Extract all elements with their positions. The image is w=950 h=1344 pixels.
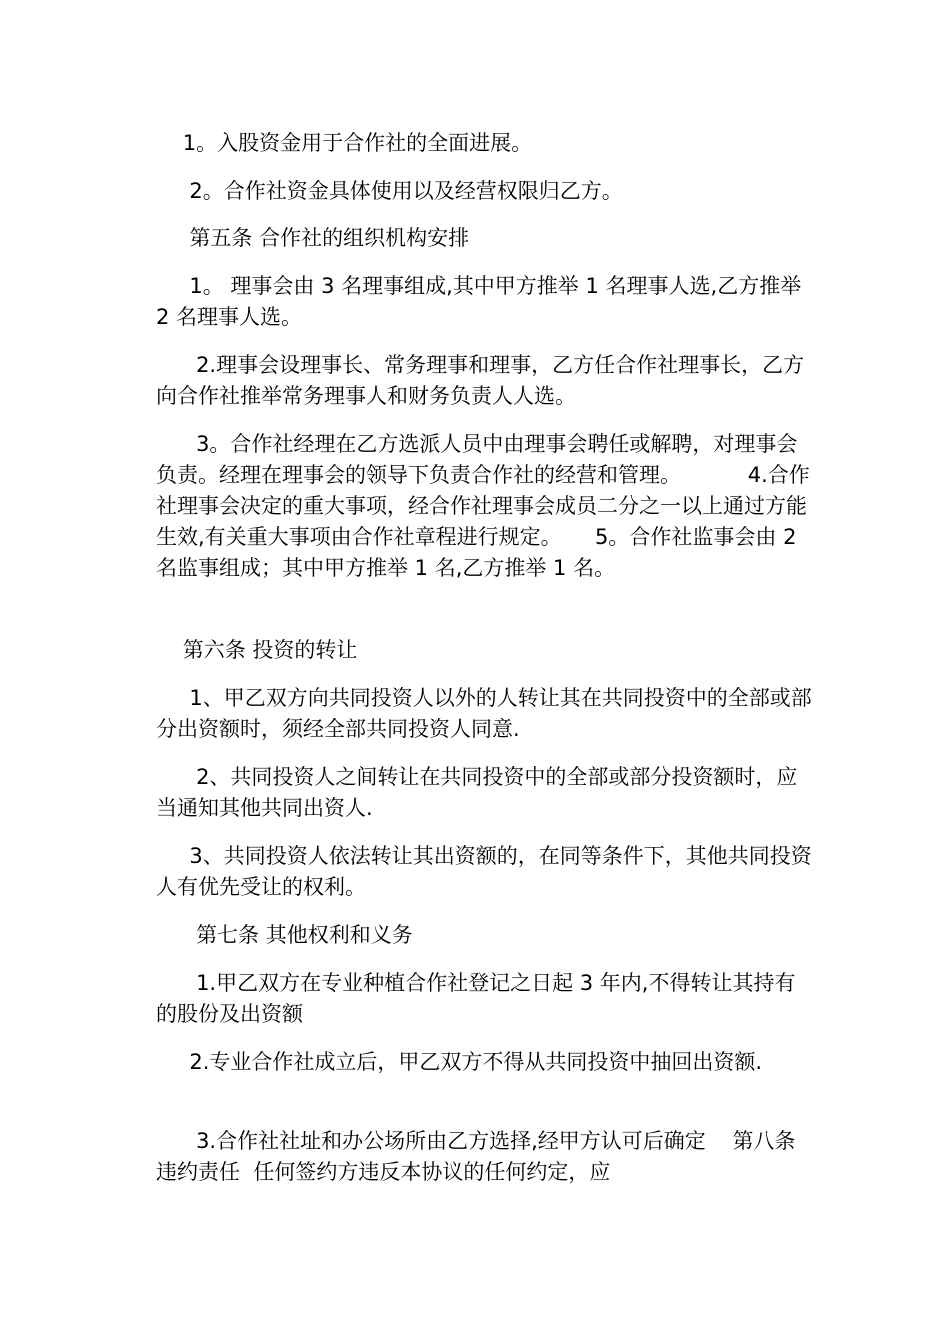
paragraph-6: 1、甲乙双方向共同投资人以外的人转让其在共同投资中的全部或部分出资额时，须经全部共同投资人同意.: [156, 686, 812, 741]
paragraph-3: 1。 理事会由 3 名理事组成,其中甲方推举 1 名理事人选,乙方推举 2 名理事人选。: [156, 274, 808, 329]
paragraph-7: 2、共同投资人之间转让在共同投资中的全部或部分投资额时，应当通知其他共同出资人.: [156, 765, 798, 820]
paragraph-2: 2。合作社资金具体使用以及经营权限归乙方。: [156, 179, 623, 203]
paragraph-8: 3、共同投资人依法转让其出资额的，在同等条件下，其他共同投资人有优先受让的权利。: [156, 844, 812, 899]
paragraph-11: 3.合作社社址和办公场所由乙方选择,经甲方认可后确定 第八条 违约责任 任何签约方违反本协议的任何约定，应: [156, 1129, 803, 1184]
paragraph-4: 2.理事会设理事长、常务理事和理事，乙方任合作社理事长，乙方向合作社推举常务理事人和财务负责人人选。: [156, 353, 805, 408]
section-5-heading: 第五条 合作社的组织机构安排: [156, 226, 470, 250]
section-6-heading: 第六条 投资的转让: [156, 638, 358, 662]
paragraph-10: 2.专业合作社成立后，甲乙双方不得从共同投资中抽回出资额.: [156, 1050, 763, 1074]
paragraph-9: 1.甲乙双方在专业种植合作社登记之日起 3 年内,不得转让其持有的股份及出资额: [156, 971, 796, 1026]
paragraph-1: 1。入股资金用于合作社的全面进展。: [156, 131, 533, 155]
section-7-heading: 第七条 其他权利和义务: [156, 923, 413, 947]
paragraph-5: 3。合作社经理在乙方选派人员中由理事会聘任或解聘，对理事会负责。经理在理事会的领导下负责合作社的经营和管理。 4.合作社理事会决定的重大事项，经合作社理事会成员二分之一以上通过方能生效,有关重大事项由合作社章程进行规定。 5。合作社监事会由 2 名监事组成；其中甲方推举 1 名,乙方推举 1 名。: [156, 432, 810, 580]
